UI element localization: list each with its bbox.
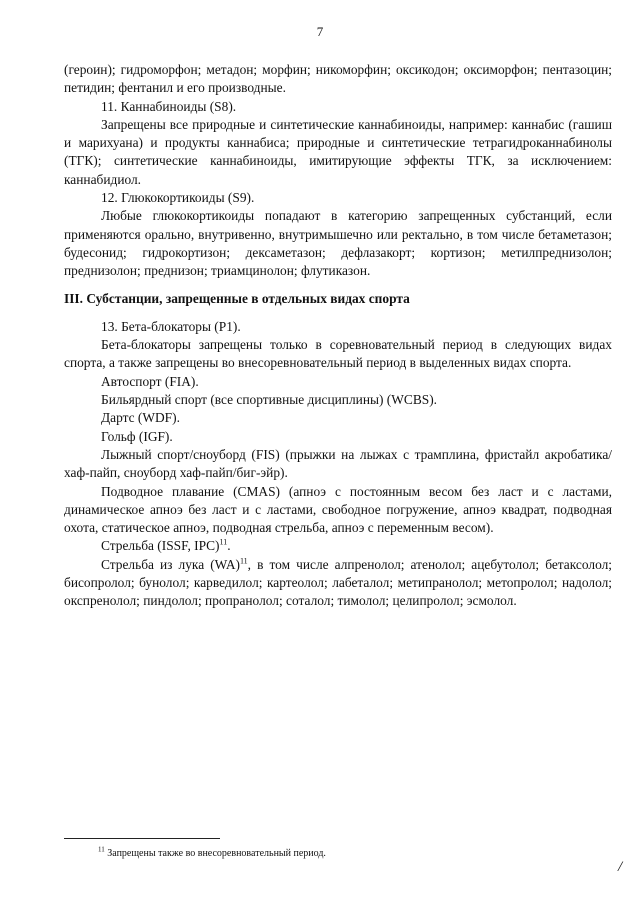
paragraph-cannabinoids: Запрещены все природные и синтетические каннабиноиды, например: каннабис (гашиш и марихуана) и продукты каннабиса; природные и синтетические тетрагидроканнабинолы (ТГК); синтетические каннабиноиды, имитирующие эффекты ТГК, за исключением: каннабидиол.	[64, 116, 612, 187]
sport-archery-text: Стрельба из лука (WA)	[101, 556, 240, 572]
footnote	[98, 847, 326, 860]
footnote-number: 11	[98, 845, 105, 854]
page-number: 7	[316, 24, 324, 39]
sport-underwater: Подводное плавание (CMAS) (апноэ с постоянным весом без ласт и с ластами, динамическое апноэ без ласт и с ластами, свободное погружение, апноэ квадрат, подводная охота, статическое апноэ, подводная стрельба, апноэ с переменным весом).	[64, 483, 612, 536]
paragraph-glucocorticoids: Любые глюкокортикоиды попадают в категорию запрещенных субстанций, если применяются орально, внутривенно, внутримышечно или ректально, в том числе бетаметазон; будесонид; гидрокортизон; дексаметазон; дефлазакорт; кортизон; метилпреднизолон; преднизолон; преднизон; триамцинолон; флутиказон.	[64, 208, 612, 279]
sport-billiards: Бильярдный спорт (все спортивные дисциплины) (WCBS).	[101, 392, 438, 408]
section-heading: III. Субстанции, запрещенные в отдельных видах спорта	[64, 290, 410, 306]
sport-motorsport: Автоспорт (FIA).	[101, 373, 199, 389]
footnote-ref: 11	[239, 556, 248, 566]
margin-mark: /	[618, 859, 623, 875]
sport-darts: Дартс (WDF).	[101, 410, 180, 426]
sport-skiing-snowboard: Лыжный спорт/сноуборд (FIS) (прыжки на лыжах с трамплина, фристайл акробатика/хаф-пайп, сноуборд хаф-пайп/биг-эйр).	[64, 446, 612, 481]
item-13-beta-blockers: 13. Бета-блокаторы (Р1).	[101, 318, 241, 334]
paragraph-beta-blockers: Бета-блокаторы запрещены только в соревновательный период в следующих видах спорта, а также запрещены во внесоревновательный период в выделенных видах спорта.	[64, 337, 612, 371]
item-12-glucocorticoids: 12. Глюкокортикоиды (S9).	[101, 190, 255, 206]
sport-shooting-text: Стрельба (ISSF, IPC)	[101, 538, 220, 554]
sport-shooting	[64, 537, 612, 555]
item-11-cannabinoids: 11. Каннабиноиды (S8).	[101, 98, 237, 114]
beta-blocker-list: , в том числе алпренолол; атенолол; ацебутолол; бетаксолол; бисопролол; бунолол; карведилол; картеолол; лабеталол; метипранолол; метопролол; надолол; окспренолол; пиндолол; пропранолол; соталол; тимолол; целипролол; эсмолол.	[64, 556, 612, 609]
document-body	[64, 61, 612, 611]
sport-golf: Гольф (IGF).	[101, 428, 173, 444]
sport-shooting-end: .	[227, 538, 231, 554]
paragraph-opioids-continued: (героин); гидроморфон; метадон; морфин; никоморфин; оксикодон; оксиморфон; пентазоцин; петидин; фентанил и его производные.	[64, 62, 612, 96]
footnote-ref: 11	[219, 537, 228, 547]
footnote-divider	[64, 838, 220, 839]
sport-archery	[64, 556, 612, 611]
footnote-text: Запрещены также во внесоревновательный период.	[104, 848, 326, 859]
